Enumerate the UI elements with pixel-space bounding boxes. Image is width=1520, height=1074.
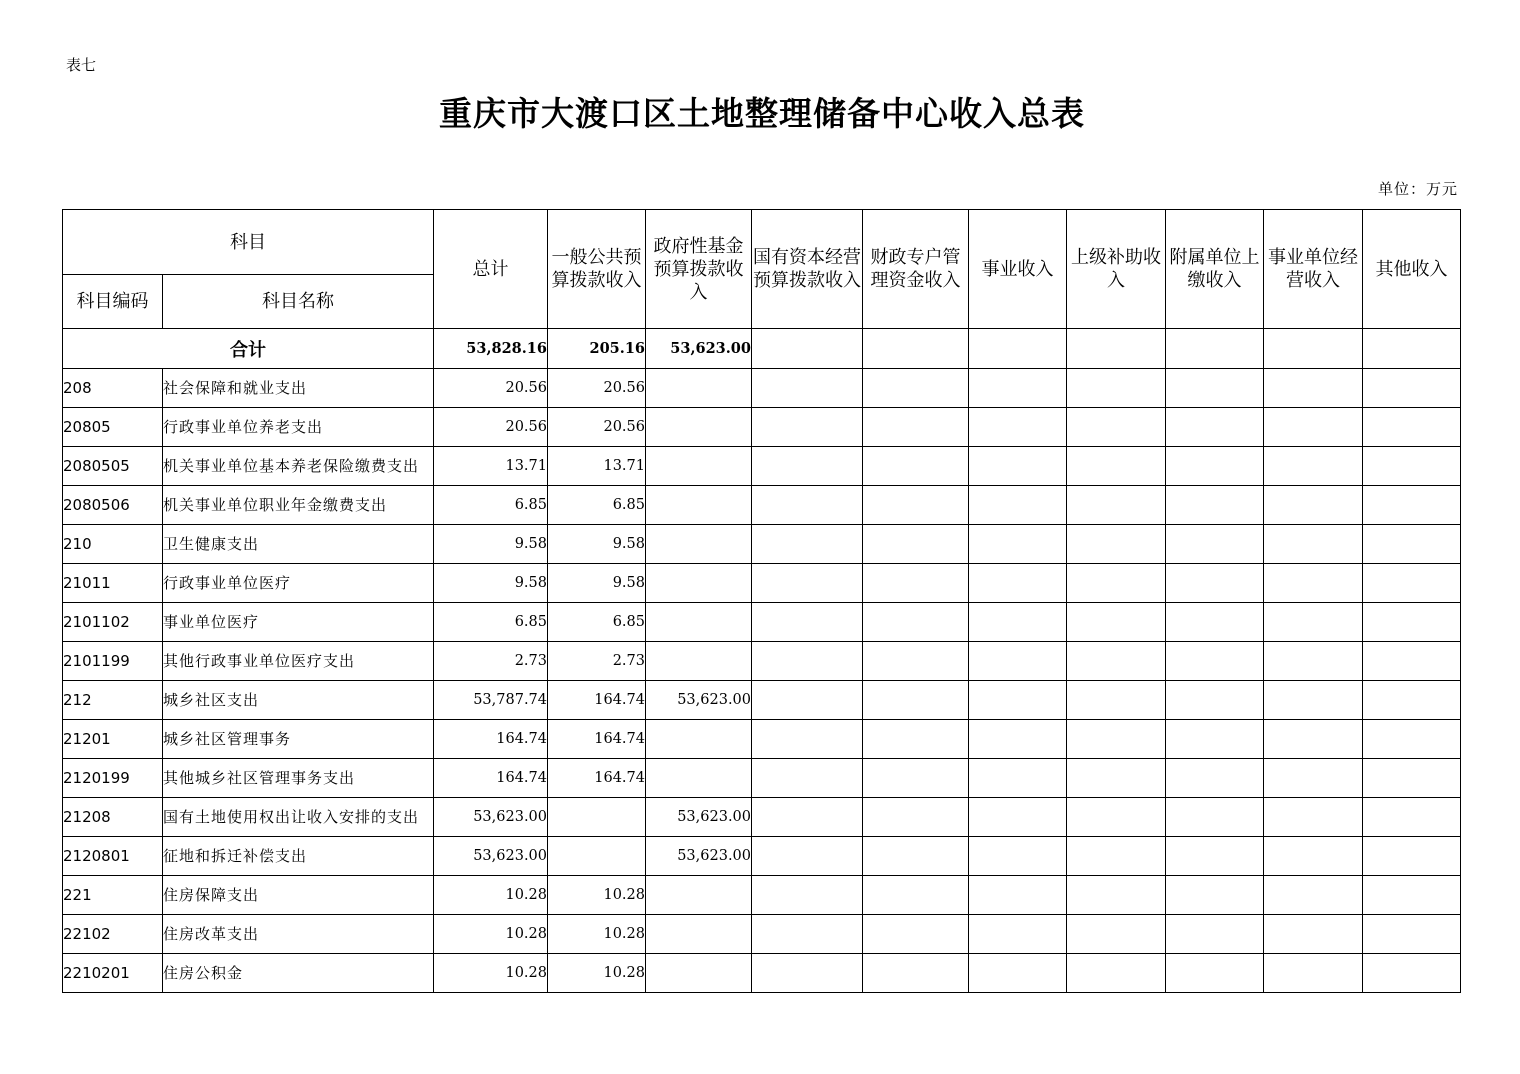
row-superior-subsidy <box>1067 369 1166 408</box>
row-business-income <box>969 915 1067 954</box>
row-code: 2080505 <box>63 447 163 486</box>
row-affiliated <box>1166 915 1264 954</box>
row-name: 住房改革支出 <box>163 915 434 954</box>
total-superior-subsidy <box>1067 329 1166 369</box>
table-row <box>63 954 1461 993</box>
total-operating <box>1264 329 1363 369</box>
row-code: 2120801 <box>63 837 163 876</box>
row-affiliated <box>1166 798 1264 837</box>
header-name: 科目名称 <box>163 275 434 329</box>
row-state-capital <box>752 681 863 720</box>
page-title <box>0 88 1520 135</box>
row-business-income <box>969 486 1067 525</box>
row-superior-subsidy <box>1067 798 1166 837</box>
row-gov-fund: 53,623.00 <box>646 798 752 837</box>
table-row <box>63 720 1461 759</box>
row-operating <box>1264 681 1363 720</box>
row-total: 20.56 <box>434 369 548 408</box>
row-name: 住房公积金 <box>163 954 434 993</box>
table-body <box>63 329 1461 993</box>
row-state-capital <box>752 837 863 876</box>
row-fiscal-special <box>863 603 969 642</box>
row-total: 6.85 <box>434 486 548 525</box>
row-fiscal-special <box>863 876 969 915</box>
row-total: 164.74 <box>434 759 548 798</box>
row-general-budget: 10.28 <box>548 954 646 993</box>
row-operating <box>1264 837 1363 876</box>
row-superior-subsidy <box>1067 720 1166 759</box>
row-business-income <box>969 369 1067 408</box>
row-total: 2.73 <box>434 642 548 681</box>
row-state-capital <box>752 759 863 798</box>
row-operating <box>1264 369 1363 408</box>
row-total: 10.28 <box>434 954 548 993</box>
row-total: 53,787.74 <box>434 681 548 720</box>
row-fiscal-special <box>863 408 969 447</box>
row-other <box>1363 408 1461 447</box>
row-fiscal-special <box>863 525 969 564</box>
row-state-capital <box>752 447 863 486</box>
row-other <box>1363 837 1461 876</box>
row-total: 53,623.00 <box>434 798 548 837</box>
row-general-budget <box>548 798 646 837</box>
row-operating <box>1264 915 1363 954</box>
header-general-budget: 一般公共预算拨款收入 <box>548 210 646 329</box>
row-name: 征地和拆迁补偿支出 <box>163 837 434 876</box>
row-state-capital <box>752 954 863 993</box>
row-general-budget: 9.58 <box>548 564 646 603</box>
row-fiscal-special <box>863 564 969 603</box>
row-superior-subsidy <box>1067 642 1166 681</box>
header-other: 其他收入 <box>1363 210 1461 329</box>
row-name: 机关事业单位基本养老保险缴费支出 <box>163 447 434 486</box>
row-total: 13.71 <box>434 447 548 486</box>
table-row <box>63 798 1461 837</box>
row-name: 卫生健康支出 <box>163 525 434 564</box>
row-name: 国有土地使用权出让收入安排的支出 <box>163 798 434 837</box>
row-superior-subsidy <box>1067 525 1166 564</box>
table-row <box>63 759 1461 798</box>
row-code: 21208 <box>63 798 163 837</box>
header-subject-group: 科目 <box>63 210 434 275</box>
header-affiliated: 附属单位上缴收入 <box>1166 210 1264 329</box>
row-gov-fund <box>646 720 752 759</box>
income-summary-table <box>62 209 1461 993</box>
row-operating <box>1264 603 1363 642</box>
row-fiscal-special <box>863 486 969 525</box>
header-gov-fund: 政府性基金预算拨款收入 <box>646 210 752 329</box>
row-other <box>1363 486 1461 525</box>
row-other <box>1363 759 1461 798</box>
table-row <box>63 408 1461 447</box>
row-fiscal-special <box>863 369 969 408</box>
table-row <box>63 642 1461 681</box>
table-row <box>63 837 1461 876</box>
row-general-budget <box>548 837 646 876</box>
total-total: 53,828.16 <box>434 329 548 369</box>
row-business-income <box>969 564 1067 603</box>
row-affiliated <box>1166 369 1264 408</box>
header-superior-subsidy: 上级补助收入 <box>1067 210 1166 329</box>
row-business-income <box>969 837 1067 876</box>
row-general-budget: 20.56 <box>548 408 646 447</box>
row-operating <box>1264 954 1363 993</box>
row-operating <box>1264 408 1363 447</box>
row-gov-fund <box>646 915 752 954</box>
row-total: 9.58 <box>434 525 548 564</box>
row-general-budget: 164.74 <box>548 681 646 720</box>
table-row <box>63 876 1461 915</box>
row-total: 164.74 <box>434 720 548 759</box>
table-number-label: 表七 <box>66 56 97 74</box>
row-name: 其他行政事业单位医疗支出 <box>163 642 434 681</box>
row-name: 城乡社区管理事务 <box>163 720 434 759</box>
row-operating <box>1264 876 1363 915</box>
row-total: 9.58 <box>434 564 548 603</box>
row-code: 2101102 <box>63 603 163 642</box>
row-code: 2101199 <box>63 642 163 681</box>
row-fiscal-special <box>863 720 969 759</box>
unit-label: 单位：万元 <box>1377 180 1458 198</box>
row-superior-subsidy <box>1067 408 1166 447</box>
row-business-income <box>969 408 1067 447</box>
row-operating <box>1264 486 1363 525</box>
row-business-income <box>969 603 1067 642</box>
row-total: 20.56 <box>434 408 548 447</box>
row-other <box>1363 525 1461 564</box>
row-fiscal-special <box>863 837 969 876</box>
row-code: 21011 <box>63 564 163 603</box>
row-business-income <box>969 525 1067 564</box>
row-superior-subsidy <box>1067 681 1166 720</box>
table-row <box>63 915 1461 954</box>
total-row <box>63 329 1461 369</box>
row-gov-fund <box>646 603 752 642</box>
row-state-capital <box>752 408 863 447</box>
row-affiliated <box>1166 876 1264 915</box>
row-gov-fund <box>646 369 752 408</box>
header-state-capital: 国有资本经营预算拨款收入 <box>752 210 863 329</box>
row-name: 机关事业单位职业年金缴费支出 <box>163 486 434 525</box>
row-other <box>1363 681 1461 720</box>
row-affiliated <box>1166 525 1264 564</box>
row-affiliated <box>1166 837 1264 876</box>
row-name: 行政事业单位医疗 <box>163 564 434 603</box>
row-state-capital <box>752 642 863 681</box>
row-other <box>1363 603 1461 642</box>
row-affiliated <box>1166 759 1264 798</box>
row-other <box>1363 369 1461 408</box>
row-code: 210 <box>63 525 163 564</box>
row-total: 6.85 <box>434 603 548 642</box>
table-row <box>63 564 1461 603</box>
row-code: 22102 <box>63 915 163 954</box>
row-superior-subsidy <box>1067 603 1166 642</box>
header-total: 总计 <box>434 210 548 329</box>
row-fiscal-special <box>863 954 969 993</box>
row-other <box>1363 915 1461 954</box>
row-code: 21201 <box>63 720 163 759</box>
row-total: 10.28 <box>434 876 548 915</box>
row-gov-fund <box>646 564 752 603</box>
header-code: 科目编码 <box>63 275 163 329</box>
row-state-capital <box>752 369 863 408</box>
row-other <box>1363 876 1461 915</box>
row-operating <box>1264 720 1363 759</box>
row-state-capital <box>752 525 863 564</box>
row-general-budget: 20.56 <box>548 369 646 408</box>
row-gov-fund <box>646 525 752 564</box>
row-affiliated <box>1166 564 1264 603</box>
row-business-income <box>969 798 1067 837</box>
row-business-income <box>969 876 1067 915</box>
row-code: 2120199 <box>63 759 163 798</box>
total-label: 合计 <box>63 329 434 369</box>
row-general-budget: 164.74 <box>548 759 646 798</box>
row-operating <box>1264 798 1363 837</box>
row-affiliated <box>1166 447 1264 486</box>
total-affiliated <box>1166 329 1264 369</box>
total-fiscal-special <box>863 329 969 369</box>
row-business-income <box>969 759 1067 798</box>
header-operating: 事业单位经营收入 <box>1264 210 1363 329</box>
total-general-budget: 205.16 <box>548 329 646 369</box>
row-name: 行政事业单位养老支出 <box>163 408 434 447</box>
row-superior-subsidy <box>1067 954 1166 993</box>
row-code: 212 <box>63 681 163 720</box>
page-title-text: 重庆市大渡口区土地整理储备中心收入总表 <box>439 94 1085 133</box>
row-affiliated <box>1166 642 1264 681</box>
row-code: 208 <box>63 369 163 408</box>
header-business-income: 事业收入 <box>969 210 1067 329</box>
header-fiscal-special: 财政专户管理资金收入 <box>863 210 969 329</box>
row-other <box>1363 447 1461 486</box>
row-fiscal-special <box>863 447 969 486</box>
row-operating <box>1264 642 1363 681</box>
row-state-capital <box>752 915 863 954</box>
row-superior-subsidy <box>1067 564 1166 603</box>
row-code: 2210201 <box>63 954 163 993</box>
row-code: 221 <box>63 876 163 915</box>
row-general-budget: 6.85 <box>548 486 646 525</box>
table-row <box>63 681 1461 720</box>
row-affiliated <box>1166 720 1264 759</box>
row-name: 其他城乡社区管理事务支出 <box>163 759 434 798</box>
total-gov-fund: 53,623.00 <box>646 329 752 369</box>
row-affiliated <box>1166 408 1264 447</box>
row-general-budget: 9.58 <box>548 525 646 564</box>
table-row <box>63 603 1461 642</box>
row-gov-fund: 53,623.00 <box>646 681 752 720</box>
row-operating <box>1264 525 1363 564</box>
row-code: 20805 <box>63 408 163 447</box>
row-superior-subsidy <box>1067 876 1166 915</box>
row-total: 10.28 <box>434 915 548 954</box>
row-other <box>1363 798 1461 837</box>
row-general-budget: 6.85 <box>548 603 646 642</box>
row-affiliated <box>1166 681 1264 720</box>
row-other <box>1363 564 1461 603</box>
row-fiscal-special <box>863 642 969 681</box>
row-state-capital <box>752 564 863 603</box>
row-superior-subsidy <box>1067 837 1166 876</box>
total-state-capital <box>752 329 863 369</box>
row-code: 2080506 <box>63 486 163 525</box>
table-row <box>63 525 1461 564</box>
row-general-budget: 2.73 <box>548 642 646 681</box>
row-fiscal-special <box>863 681 969 720</box>
row-state-capital <box>752 486 863 525</box>
row-fiscal-special <box>863 798 969 837</box>
row-superior-subsidy <box>1067 759 1166 798</box>
row-general-budget: 13.71 <box>548 447 646 486</box>
row-name: 社会保障和就业支出 <box>163 369 434 408</box>
row-general-budget: 10.28 <box>548 915 646 954</box>
table-row <box>63 447 1461 486</box>
row-operating <box>1264 447 1363 486</box>
row-gov-fund <box>646 876 752 915</box>
row-other <box>1363 642 1461 681</box>
row-superior-subsidy <box>1067 915 1166 954</box>
row-business-income <box>969 720 1067 759</box>
row-gov-fund <box>646 759 752 798</box>
row-business-income <box>969 447 1067 486</box>
row-state-capital <box>752 603 863 642</box>
row-affiliated <box>1166 603 1264 642</box>
row-gov-fund <box>646 486 752 525</box>
row-superior-subsidy <box>1067 486 1166 525</box>
row-other <box>1363 720 1461 759</box>
row-business-income <box>969 642 1067 681</box>
row-affiliated <box>1166 954 1264 993</box>
row-gov-fund <box>646 447 752 486</box>
row-gov-fund <box>646 954 752 993</box>
row-fiscal-special <box>863 915 969 954</box>
row-operating <box>1264 759 1363 798</box>
row-state-capital <box>752 720 863 759</box>
row-general-budget: 10.28 <box>548 876 646 915</box>
row-fiscal-special <box>863 759 969 798</box>
row-state-capital <box>752 798 863 837</box>
total-business-income <box>969 329 1067 369</box>
table-row <box>63 486 1461 525</box>
row-business-income <box>969 681 1067 720</box>
row-affiliated <box>1166 486 1264 525</box>
row-gov-fund <box>646 408 752 447</box>
row-other <box>1363 954 1461 993</box>
row-superior-subsidy <box>1067 447 1166 486</box>
row-operating <box>1264 564 1363 603</box>
row-name: 事业单位医疗 <box>163 603 434 642</box>
table-row <box>63 369 1461 408</box>
row-general-budget: 164.74 <box>548 720 646 759</box>
row-name: 住房保障支出 <box>163 876 434 915</box>
row-gov-fund <box>646 642 752 681</box>
row-gov-fund: 53,623.00 <box>646 837 752 876</box>
total-other <box>1363 329 1461 369</box>
row-total: 53,623.00 <box>434 837 548 876</box>
row-business-income <box>969 954 1067 993</box>
row-name: 城乡社区支出 <box>163 681 434 720</box>
row-state-capital <box>752 876 863 915</box>
table-header <box>63 210 1461 329</box>
